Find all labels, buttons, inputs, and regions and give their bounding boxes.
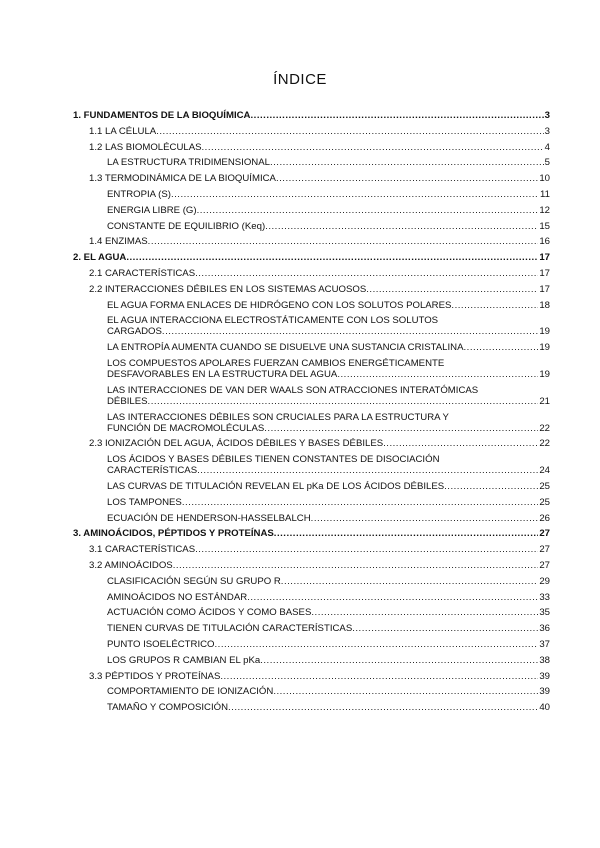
toc-page-number: 3 xyxy=(544,125,550,137)
toc-entry-line[interactable] xyxy=(73,412,550,423)
toc-leader-dots xyxy=(270,157,544,168)
toc-page-number: 35 xyxy=(539,607,550,619)
toc-entry-text: LA ENTROPÍA AUMENTA CUANDO SE DISUELVE UNA SUSTANCIA CRISTALINA xyxy=(107,342,464,354)
toc-entry-text: LOS GRUPOS R CAMBIAN EL pKa xyxy=(107,654,261,666)
toc-leader-dots xyxy=(156,126,543,137)
toc-page-number: 15 xyxy=(539,220,550,232)
toc-entry[interactable] xyxy=(73,326,550,337)
toc-entry-text: EL AGUA INTERACCIONA ELECTROSTÁTICAMENTE CON LOS SOLUTOS xyxy=(107,315,439,327)
toc-page-number: 27 xyxy=(539,544,550,556)
toc-page-number: 22 xyxy=(539,422,550,434)
toc-entry[interactable] xyxy=(73,576,550,587)
toc-entry[interactable] xyxy=(73,497,550,508)
toc-entry-text: 2.1 CARACTERÍSTICAS xyxy=(89,267,196,279)
toc-entry-text: ENTROPIA (S) xyxy=(107,188,171,200)
toc-entry-text: 2. EL AGUA xyxy=(73,252,127,264)
toc-entry[interactable] xyxy=(73,142,550,153)
toc-leader-dots xyxy=(281,576,539,587)
toc-page-number: 22 xyxy=(539,438,550,450)
toc-entry-text: DÉBILES xyxy=(107,395,148,407)
toc-page-number: 26 xyxy=(539,512,550,524)
toc-leader-dots xyxy=(148,236,539,247)
toc-entry[interactable] xyxy=(73,369,550,380)
toc-page-number: 12 xyxy=(539,204,550,216)
toc-entry[interactable] xyxy=(73,639,550,650)
toc-entry-text: AMINOÁCIDOS NO ESTÁNDAR xyxy=(107,591,248,603)
toc-page-number: 19 xyxy=(539,342,550,354)
toc-leader-dots xyxy=(195,268,538,279)
toc-entry-text: CARACTERÍSTICAS xyxy=(107,465,198,477)
toc-leader-dots xyxy=(274,528,539,539)
toc-page-number: 19 xyxy=(539,368,550,380)
toc-entry-text: 3.2 AMINOÁCIDOS xyxy=(89,559,173,571)
toc-entry-text: TAMAÑO Y COMPOSICIÓN xyxy=(107,702,229,714)
toc-entry-text: 2.2 INTERACCIONES DÉBILES EN LOS SISTEMAS ACUOSOS xyxy=(89,283,367,295)
toc-page-number: 3 xyxy=(544,110,550,121)
toc-leader-dots xyxy=(197,205,539,216)
toc-leader-dots xyxy=(251,110,544,121)
toc-page-number: 4 xyxy=(544,141,550,153)
toc-entry-text: DESFAVORABLES EN LA ESTRUCTURA DEL AGUA xyxy=(107,368,338,380)
toc-leader-dots xyxy=(273,686,538,697)
toc-entry[interactable] xyxy=(73,671,550,682)
toc-page-number: 17 xyxy=(539,252,550,264)
toc-page-number: 24 xyxy=(539,465,550,477)
toc-entry-line[interactable] xyxy=(73,315,550,326)
toc-page-number: 37 xyxy=(539,638,550,650)
toc-leader-dots xyxy=(182,497,539,508)
toc-entry[interactable] xyxy=(73,300,550,311)
toc-entry[interactable] xyxy=(73,592,550,603)
toc-leader-dots xyxy=(352,623,538,634)
toc-entry[interactable] xyxy=(73,236,550,247)
toc-entry-text: 3. AMINOÁCIDOS, PÉPTIDOS Y PROTEÍNAS xyxy=(73,528,274,540)
toc-entry-text: 1. FUNDAMENTOS DE LA BIOQUÍMICA xyxy=(73,110,251,121)
toc-page-number: 18 xyxy=(539,299,550,311)
toc-page-number: 29 xyxy=(539,575,550,587)
toc-entry[interactable] xyxy=(73,110,550,121)
table-of-contents xyxy=(73,110,550,718)
toc-leader-dots xyxy=(311,513,539,524)
toc-page-number: 39 xyxy=(539,686,550,698)
toc-leader-dots xyxy=(162,326,538,337)
toc-entry[interactable] xyxy=(73,268,550,279)
toc-entry[interactable] xyxy=(73,438,550,449)
toc-page-number: 17 xyxy=(539,283,550,295)
toc-entry[interactable] xyxy=(73,396,550,407)
toc-entry-text: COMPORTAMIENTO DE IONIZACIÓN xyxy=(107,686,274,698)
toc-page-number: 19 xyxy=(539,326,550,338)
toc-leader-dots xyxy=(202,142,544,153)
toc-leader-dots xyxy=(215,639,539,650)
toc-entry[interactable] xyxy=(73,607,550,618)
toc-page-number: 17 xyxy=(539,267,550,279)
toc-entry-line[interactable] xyxy=(73,358,550,369)
toc-page-number: 25 xyxy=(539,480,550,492)
toc-leader-dots xyxy=(366,284,538,295)
toc-page-number: 40 xyxy=(539,702,550,714)
toc-entry[interactable] xyxy=(73,157,550,168)
toc-leader-dots xyxy=(173,560,539,571)
toc-entry-text: 3.1 CARACTERÍSTICAS xyxy=(89,544,196,556)
toc-leader-dots xyxy=(260,655,538,666)
toc-entry-text: ENERGIA LIBRE (G) xyxy=(107,204,197,216)
toc-leader-dots xyxy=(265,221,538,232)
toc-page-number: 16 xyxy=(539,236,550,248)
toc-entry[interactable] xyxy=(73,252,550,263)
toc-page-number: 5 xyxy=(544,157,550,169)
toc-entry[interactable] xyxy=(73,205,550,216)
toc-entry[interactable] xyxy=(73,342,550,353)
toc-entry-line[interactable] xyxy=(73,454,550,465)
toc-entry[interactable] xyxy=(73,686,550,697)
toc-entry-text: LAS INTERACCIONES DÉBILES SON CRUCIALES PARA LA ESTRUCTURA Y xyxy=(107,411,449,423)
toc-leader-dots xyxy=(197,465,538,476)
toc-leader-dots xyxy=(264,423,538,434)
toc-leader-dots xyxy=(228,702,538,713)
toc-entry-text: CLASIFICACIÓN SEGÚN SU GRUPO R xyxy=(107,575,281,587)
toc-entry-text: LA ESTRUCTURA TRIDIMENSIONAL xyxy=(107,157,270,169)
toc-leader-dots xyxy=(451,300,538,311)
toc-entry-text: TIENEN CURVAS DE TITULACIÓN CARACTERÍSTICAS xyxy=(107,623,353,635)
toc-leader-dots xyxy=(195,544,538,555)
toc-leader-dots xyxy=(126,252,538,263)
toc-entry-text: CARGADOS xyxy=(107,326,162,338)
toc-leader-dots xyxy=(247,592,538,603)
toc-page-number: 36 xyxy=(539,623,550,635)
toc-entry[interactable] xyxy=(73,173,550,184)
toc-page-number: 27 xyxy=(539,528,550,540)
toc-entry-text: LAS CURVAS DE TITULACIÓN REVELAN EL pKa DE LOS ÁCIDOS DÉBILES xyxy=(107,480,445,492)
toc-entry-text: 3.3 PÉPTIDOS Y PROTEÍNAS xyxy=(89,670,221,682)
toc-entry[interactable] xyxy=(73,126,550,137)
toc-entry[interactable] xyxy=(73,423,550,434)
toc-entry-text: ACTUACIÓN COMO ÁCIDOS Y COMO BASES xyxy=(107,607,312,619)
toc-entry-text: 1.1 LA CÉLULA xyxy=(89,125,157,137)
toc-page-number: 11 xyxy=(540,188,550,200)
toc-page-number: 21 xyxy=(539,395,550,407)
toc-leader-dots xyxy=(311,607,538,618)
toc-entry-text: 2.3 IONIZACIÓN DEL AGUA, ÁCIDOS DÉBILES Y BASES DÉBILES xyxy=(89,438,384,450)
toc-page-number: 33 xyxy=(539,591,550,603)
toc-entry-text: PUNTO ISOELÉCTRICO xyxy=(107,638,215,650)
toc-entry-text: 1.3 TERMODINÁMICA DE LA BIOQUÍMICA xyxy=(89,173,276,185)
toc-leader-dots xyxy=(444,481,538,492)
toc-leader-dots xyxy=(337,369,538,380)
toc-page-number: 38 xyxy=(539,654,550,666)
toc-entry-text: ECUACIÓN DE HENDERSON-HASSELBALCH xyxy=(107,512,311,524)
toc-page-number: 27 xyxy=(539,559,550,571)
toc-page-number: 39 xyxy=(539,670,550,682)
toc-entry[interactable] xyxy=(73,655,550,666)
toc-entry-text: 1.4 ENZIMAS xyxy=(89,236,148,248)
page-title: ÍNDICE xyxy=(273,71,327,88)
toc-entry[interactable] xyxy=(73,189,550,200)
toc-leader-dots xyxy=(463,342,538,353)
toc-entry[interactable] xyxy=(73,513,550,524)
toc-entry[interactable] xyxy=(73,560,550,571)
toc-leader-dots xyxy=(220,671,538,682)
toc-entry-text: LOS ÁCIDOS Y BASES DÉBILES TIENEN CONSTANTES DE DISOCIACIÓN xyxy=(107,454,440,466)
toc-entry[interactable] xyxy=(73,465,550,476)
toc-entry-text: EL AGUA FORMA ENLACES DE HIDRÓGENO CON LOS SOLUTOS POLARES xyxy=(107,299,452,311)
toc-entry[interactable] xyxy=(73,528,550,539)
toc-entry-text: CONSTANTE DE EQUILIBRIO (Keq) xyxy=(107,220,266,232)
toc-entry-text: 1.2 LAS BIOMOLÉCULAS xyxy=(89,141,202,153)
toc-entry[interactable] xyxy=(73,702,550,713)
toc-entry[interactable] xyxy=(73,544,550,555)
toc-leader-dots xyxy=(148,396,539,407)
toc-page-number: 10 xyxy=(539,173,550,185)
toc-page-number: 25 xyxy=(539,496,550,508)
toc-entry-text: FUNCIÓN DE MACROMOLÉCULAS xyxy=(107,422,265,434)
toc-leader-dots xyxy=(276,173,538,184)
toc-leader-dots xyxy=(383,438,538,449)
toc-leader-dots xyxy=(171,189,539,200)
toc-entry-line[interactable] xyxy=(73,385,550,396)
toc-entry[interactable] xyxy=(73,221,550,232)
toc-entry-text: LAS INTERACCIONES DE VAN DER WAALS SON ATRACCIONES INTERATÓMICAS xyxy=(107,384,479,396)
toc-entry-text: LOS COMPUESTOS APOLARES FUERZAN CAMBIOS ENERGÉTICAMENTE xyxy=(107,357,445,369)
toc-entry-text: LOS TAMPONES xyxy=(107,496,182,508)
toc-entry[interactable] xyxy=(73,623,550,634)
toc-entry[interactable] xyxy=(73,284,550,295)
toc-entry[interactable] xyxy=(73,481,550,492)
